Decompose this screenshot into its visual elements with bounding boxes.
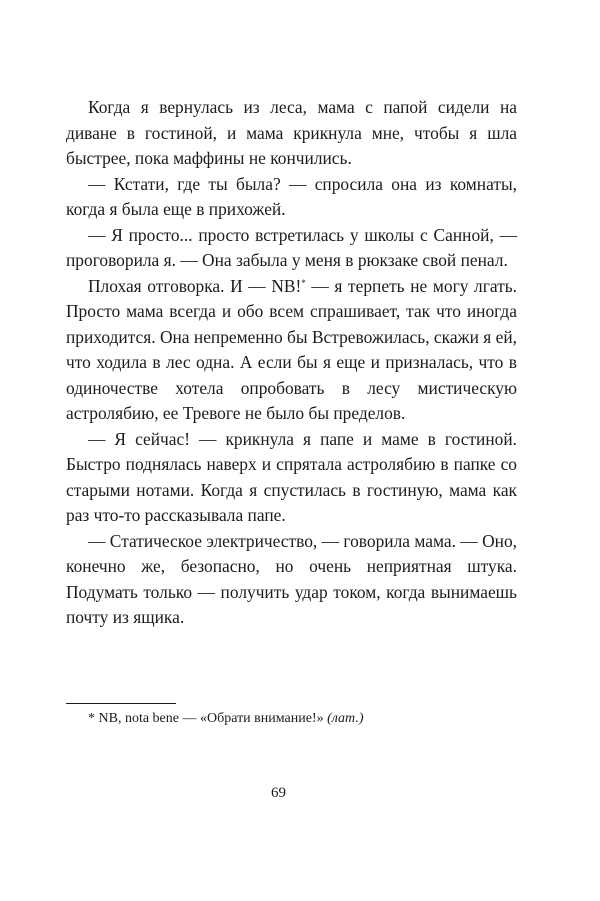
footnote-divider [66, 703, 176, 704]
page-body [66, 95, 517, 631]
paragraph-6: — Статическое электричество, — говорила мама. — Оно, конечно же, безопасно, но очень неприятная штука. Подумать только — получить удар током, когда вынимаешь почту из ящика. [66, 530, 517, 627]
page-number: 69 [271, 785, 286, 801]
paragraph-2: — Кстати, где ты была? — спросила она из комнаты, когда я была еще в прихожей. [66, 173, 517, 219]
paragraph-4-start: Плохая отговорка. И — NB! [88, 275, 302, 296]
paragraph-5: — Я сейчас! — крикнула я папе и маме в гостиной. Быстро поднялась наверх и спрятала астролябию в папке со старыми нотами. Когда я спустилась в гостиную, мама как раз что-то рассказывала папе. [66, 428, 517, 525]
footnote-mark: * [301, 277, 306, 288]
paragraph-4-end: — я терпеть не могу лгать. Просто мама всегда и обо всем спрашивает, так что иногда приходится. Она непременно бы Встревожилась, скажи я ей, что ходила в лес одна. А если бы я еще и призналась, что в одиночестве хотела опробовать в лесу мистическую астролябию, ее Тревоге не было бы пределов. [66, 275, 517, 423]
paragraph-4 [66, 274, 517, 427]
footnote-language: (лат.) [327, 711, 364, 726]
paragraph-3: — Я просто... просто встретилась у школы с Санной, — проговорила я. — Она забыла у меня в рюкзаке свой пенал. [66, 224, 517, 270]
paragraph-1: Когда я вернулась из леса, мама с папой сидели на диване в гостиной, и мама крикнула мне, чтобы я шла быстрее, пока маффины не кончились. [66, 97, 517, 168]
footnote-text: * NB, nota bene — «Обрати внимание!» [88, 711, 328, 726]
footnote [66, 710, 517, 728]
